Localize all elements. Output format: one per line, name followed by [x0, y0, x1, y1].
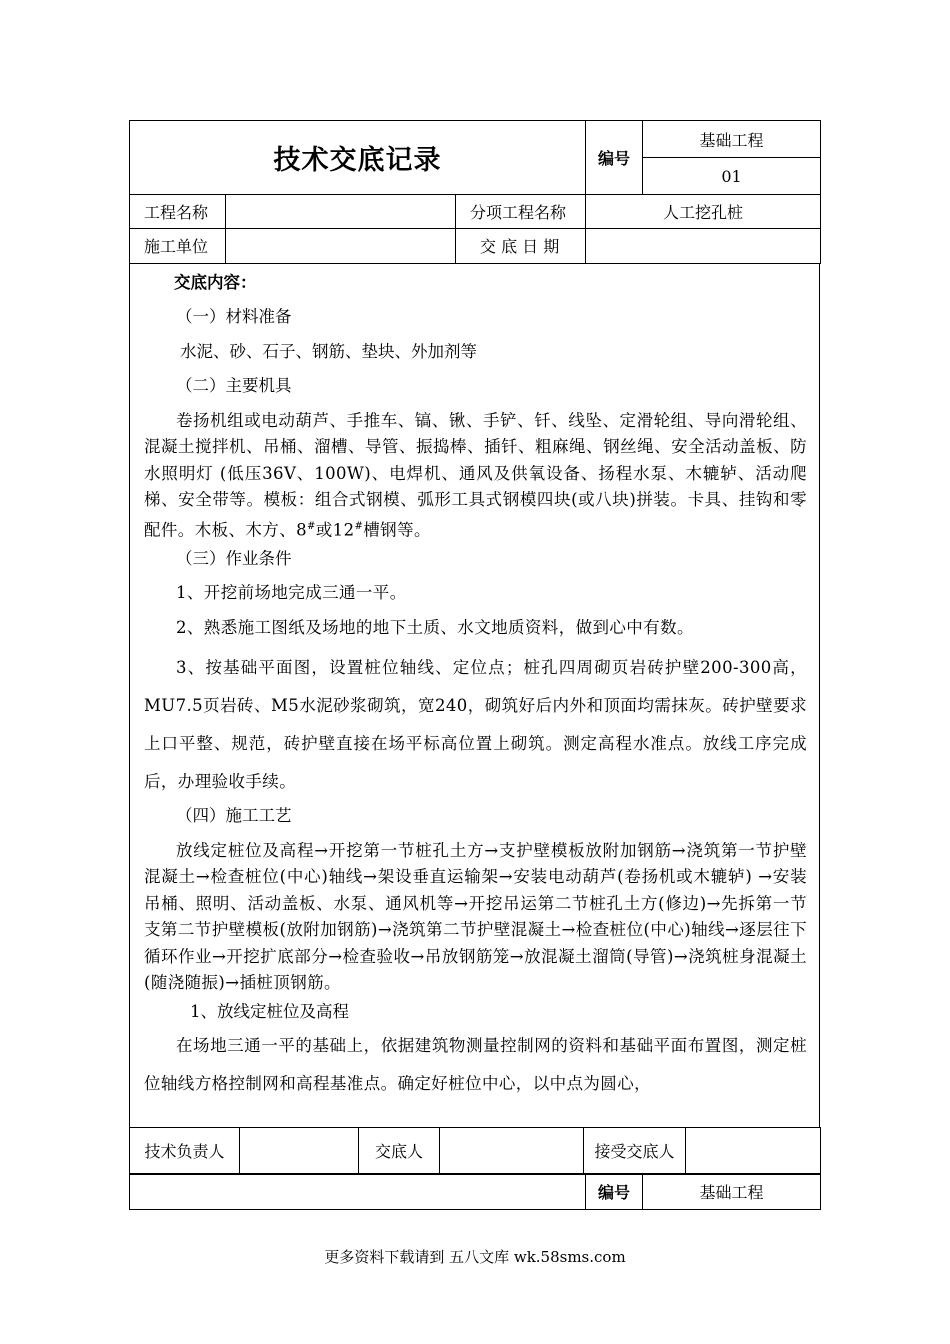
condition-item-1: 1、开挖前场地完成三通一平。: [176, 583, 407, 602]
next-page-blank: [130, 1174, 586, 1210]
next-code-value: 基础工程: [643, 1174, 821, 1210]
download-footer: 更多资料下载请到 五八文库 wk.58sms.com: [324, 1248, 626, 1266]
header-table: [129, 120, 821, 195]
info-table: [129, 194, 821, 264]
discloser-value: [440, 1127, 584, 1174]
code-value-category: 基础工程: [643, 121, 821, 158]
next-page-header: [129, 1173, 821, 1210]
superscript-mark: #: [307, 520, 316, 532]
tech-lead-value: [240, 1127, 359, 1174]
content-heading: 交底内容：: [174, 272, 257, 292]
page-title: 技术交底记录: [130, 121, 586, 195]
equipment-text-end: 槽钢等。: [363, 520, 431, 539]
code-label: 编号: [586, 121, 643, 195]
section-title-conditions: （三）作业条件: [176, 548, 292, 568]
disclosure-record-sheet: [129, 120, 820, 1210]
sub-project-label: 分项工程名称: [456, 194, 586, 228]
equipment-text-main: 卷扬机组或电动葫芦、手推车、镐、锹、手铲、钎、线坠、定滑轮组、导向滑轮组、混凝土搅拌机、吊桶、溜槽、导管、振捣棒、插钎、粗麻绳、钢丝绳、安全活动盖板、防水照明灯 (低压36V、100W)、电焊机、通风及供氧设备、扬程水泵、木辘轳、活动爬梯、安全带等。模板：组合式钢模、弧形工具式钢模四块(或八块)拼装。卡具、挂钩和零配件。木板、木方、8: [144, 410, 807, 539]
disclosure-date-label: 交 底 日 期: [456, 228, 586, 263]
next-code-label: 编号: [586, 1174, 643, 1210]
section-title-equipment: （二）主要机具: [176, 376, 292, 395]
equipment-text-mid: 或12: [315, 520, 355, 539]
process-flow-text: 放线定桩位及高程→开挖第一节桩孔土方→支护壁模板放附加钢筋→浇筑第一节护壁混凝土→检查桩位(中心)轴线→架设垂直运输架→安装电动葫芦(卷扬机或木辘轳) →安装吊桶、照明、活动盖板、水泵、通风机等→开挖吊运第二节桩孔土方(修边)→先拆第一节支第二节护壁模板(放附加钢筋)→浇筑第二节护壁混凝土→检查桩位(中心)轴线→逐层往下循环作业→开挖扩底部分→检查验收→吊放钢筋笼→放混凝土溜筒(导管)→浇筑桩身混凝土(随浇随振)→插桩顶钢筋。: [144, 840, 807, 992]
section-title-materials: （一）材料准备: [176, 307, 292, 326]
sub-project-value: 人工挖孔桩: [586, 194, 821, 228]
disclosure-content: [129, 264, 820, 1127]
superscript-mark: #: [354, 520, 364, 532]
discloser-label: 交底人: [359, 1127, 440, 1174]
disclosure-date-value: [586, 228, 821, 263]
condition-item-3: 3、按基础平面图，设置桩位轴线、定位点；桩孔四周砌页岩砖护壁200-300高，MU7.5页岩砖、M5水泥砂浆砌筑，宽240，砌筑好后内外和顶面均需抹灰。砖护壁要求上口平整、规范，砖护壁直接在场平标高位置上砌筑。测定高程水准点。放线工序完成后，办理验收手续。: [144, 658, 807, 791]
construction-unit-value: [226, 228, 456, 263]
tech-lead-label: 技术负责人: [130, 1127, 240, 1174]
equipment-text: [144, 408, 807, 544]
process-subtitle-1: 1、放线定桩位及高程: [190, 1001, 349, 1021]
process-subtext-1: 在场地三通一平的基础上，依据建筑物测量控制网的资料和基础平面布置图，测定桩位轴线方格控制网和高程基准点。确定好桩位中心，以中点为圆心，: [144, 1036, 807, 1093]
code-value-number: 01: [643, 158, 821, 195]
condition-item-2: 2、熟悉施工图纸及场地的地下土质、水文地质资料，做到心中有数。: [176, 617, 694, 637]
project-name-value: [226, 194, 456, 228]
receiver-value: [686, 1127, 821, 1174]
project-name-label: 工程名称: [130, 194, 226, 228]
signoff-table: [129, 1127, 821, 1175]
section-title-process: （四）施工工艺: [176, 806, 292, 825]
construction-unit-label: 施工单位: [130, 228, 226, 263]
materials-text: 水泥、砂、石子、钢筋、垫块、外加剂等: [180, 341, 477, 361]
receiver-label: 接受交底人: [584, 1127, 686, 1174]
